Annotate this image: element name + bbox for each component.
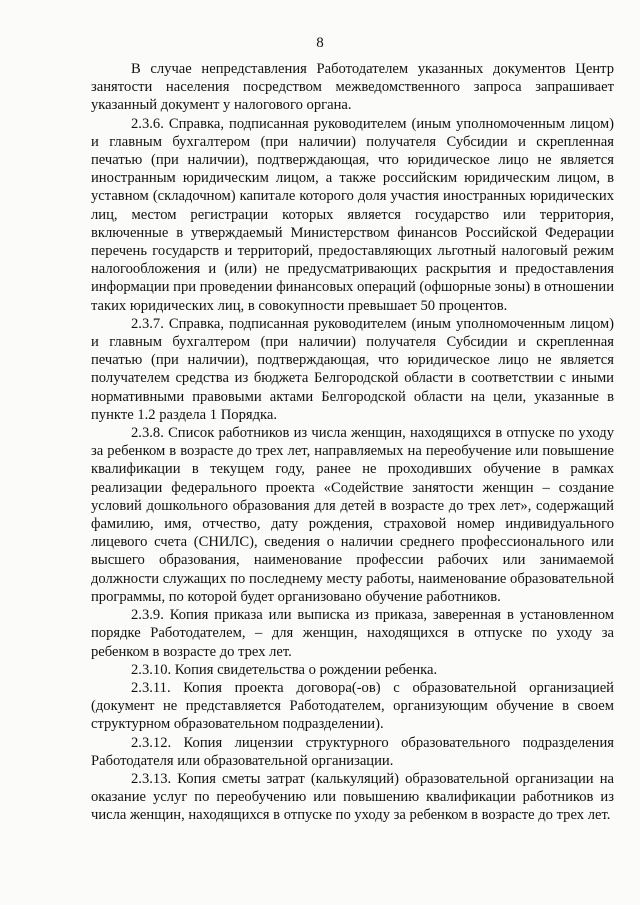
paragraph-2-3-12: 2.3.12. Копия лицензии структурного образовательного подразделения Работодателя или образовательной организации. — [91, 734, 614, 769]
paragraph-2-3-6: 2.3.6. Справка, подписанная руководителем (иным уполномоченным лицом) и главным бухгалтером (при наличии) получателя Субсидии и скрепленная печатью (при наличии), подтверждающая, что юридическое лицо не является иностранным юридическим лицом, а также российским юридическим лицом, в уставном (складочном) капитале которого доля участия иностранных юридических лиц, местом регистрации которых является государство или территория, включенные в утверждаемый Министерством финансов Российской Федерации перечень государств и территорий, предоставляющих льготный налоговый режим налогообложения и (или) не предусматривающих раскрытия и предоставления информации при проведении финансовых операций (офшорные зоны) в отношении таких юридических лиц, в совокупности превышает 50 процентов. — [91, 115, 614, 314]
paragraph-2-3-9: 2.3.9. Копия приказа или выписка из приказа, заверенная в установленном порядке Работодателем, – для женщин, находящихся в отпуске по уходу за ребенком в возрасте до трех лет. — [91, 607, 614, 660]
paragraph-2-3-8: 2.3.8. Список работников из числа женщин, находящихся в отпуске по уходу за ребенком в возрасте до трех лет, направляемых на переобучение или повышение квалификации в текущем году, ранее не проходивших обучение в рамках реализации федерального проекта «Содействие занятости женщин – создание условий дошкольного образования для детей в возрасте до трех лет», содержащий фамилию, имя, отчество, дату рождения, страховой номер индивидуального лицевого счета (СНИЛС), сведения о наличии среднего профессионального или высшего образования, наименование профессии рабочих или занимаемой должности служащих по последнему месту работы, наименование образовательной программы, по которой будет организовано обучение работников. — [91, 425, 614, 605]
paragraph-2-3-10: 2.3.10. Копия свидетельства о рождении ребенка. — [131, 661, 438, 678]
document-body — [91, 60, 614, 825]
paragraph-intro: В случае непредставления Работодателем указанных документов Центр занятости населения посредством межведомственного запроса запрашивает указанный документ у налогового органа. — [91, 61, 614, 114]
paragraph-2-3-7: 2.3.7. Справка, подписанная руководителем (иным уполномоченным лицом) и главным бухгалтером (при наличии) получателя Субсидии и скрепленная печатью (при наличии), подтверждающая, что юридическое лицо не является получателем средства из бюджета Белгородской области в соответствии с иными нормативными правовыми актами Белгородской области на цели, указанные в пункте 1.2 раздела 1 Порядка. — [91, 315, 614, 423]
paragraph-2-3-13: 2.3.13. Копия сметы затрат (калькуляций) образовательной организации на оказание услуг по переобучению или повышению квалификации работников из числа женщин, находящихся в отпуске по уходу за ребенком в возрасте до трех лет. — [91, 770, 614, 824]
page-number: 8 — [316, 35, 324, 51]
paragraph-2-3-11: 2.3.11. Копия проекта договора(-ов) с образовательной организацией (документ не представляется Работодателем, организующим обучение в своем структурном образовательном подразделении). — [91, 679, 614, 733]
